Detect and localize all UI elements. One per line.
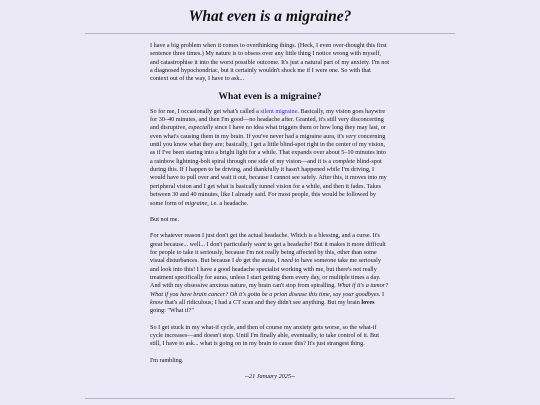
text-run: , i.e. a headache.: [207, 199, 249, 207]
emphasis: especially: [188, 124, 214, 132]
text-run: get the auras, I: [241, 257, 282, 265]
text-run: that's all ridiculous; I had a CT scan and they didn't see anything. But my brain: [163, 298, 362, 306]
intro-paragraph: I have a big problem when it comes to overthinking things. (Heck, I even over-thought this first sentence three times.) My nature is to obsess over any little thing I notice wrong with myself, and catastrophise it into the worst possible outcome. It's just a natural part of my anxiety. I'm not a diagnosed hypochondriac, but it certainly wouldn't shock me if I were one. So with that context out of the way, I have to ask...: [150, 42, 390, 83]
paragraph-aura: [150, 108, 390, 208]
text-run: I'm driving, I would have to pull over and wait it out, because I cannot see safely. After this, it moves into my peripheral vision and I get what is basically tunnel vision for a while, and then it fades. Takes between 30 and 40 minutes, like I already said. For most people, this would be followed by some form of: [150, 166, 387, 207]
text-run: to have someone take me seriously and look into this! I have a good headache specialist working with me, but there's not really treatment specifically for auras, unless I start getting them every day, or multiple times a day. And with my obsessive anxious nature, my brain can't stop from spiralling.: [150, 257, 381, 290]
text-run: . Basically, my vision goes haywire for 30–40 minutes, and then I'm good—no headache after. Granted, it's still very disconcerting and disruptive,: [150, 107, 386, 132]
text-run: blind-spot during this. If I happen to be driving, and thankfully it hasn't happened: [150, 157, 382, 174]
emphasis: complete: [332, 157, 356, 165]
emphasis: very: [345, 132, 357, 140]
silent-migraine-link[interactable]: silent migraine: [260, 107, 298, 115]
article-body: [150, 42, 390, 389]
text-run: For whatever reason I just don't get the actual headache. Which is a blessing, and a curse. It's great because... well... I don't particularly: [150, 232, 380, 248]
emphasis: What if it's a tumor? What if you have brain cancer? Oh it's gotta be a prion disease this time, say your goodbyes.: [150, 282, 389, 298]
paragraph-no-headache: [150, 232, 390, 315]
page-title: What even is a migraine?: [188, 8, 352, 25]
bottom-divider: [85, 398, 455, 399]
text-run: since I have no idea what triggers them or how long they may last, or even what's causing them in my brain. If you've never had a migraine aura, it's: [150, 124, 386, 140]
paragraph-but-not-me: But not me.: [150, 215, 180, 223]
post-date: --21 January 2025--: [244, 373, 296, 380]
text-run: So for me, I occasionally get what's called a: [150, 107, 261, 115]
text-run: concerning until you know what they are; basically, I get a little blind-spot right in the center of my vision, as if I've been staring into a bright light for a while. That expands over about 5–10 minutes into a rainbow lightning-bolt spiral through one side of my vision—and it is a: [150, 132, 386, 165]
paragraph-rambling: I'm rambling.: [150, 356, 184, 364]
text-run: to get a headache! But it makes it more difficult for people to take it seriously, because I'm not really being affected by this, other than some visual disturbances. But because I: [150, 240, 386, 265]
emphasis: migraine: [184, 199, 208, 207]
strong-text: loves: [361, 298, 375, 306]
paragraph-what-if-cycle: So I get stuck in my what-if cycle, and then of course my anxiety gets worse, so the what-if cycle increases—and doesn't stop. Until I'm finally able, eventually, to take control of it. But still, I have to ask... what is going on in my brain to cause this? It's just strangest thing.: [150, 323, 379, 348]
emphasis: do: [235, 257, 242, 265]
top-divider: [85, 33, 455, 34]
text-run: I: [380, 290, 385, 298]
emphasis: while: [326, 166, 340, 174]
emphasis: need: [281, 257, 293, 265]
section-heading: What even is a migraine?: [218, 91, 322, 102]
emphasis: want: [253, 240, 266, 248]
emphasis: know: [150, 298, 164, 306]
text-run: going: "What if?": [150, 307, 194, 315]
